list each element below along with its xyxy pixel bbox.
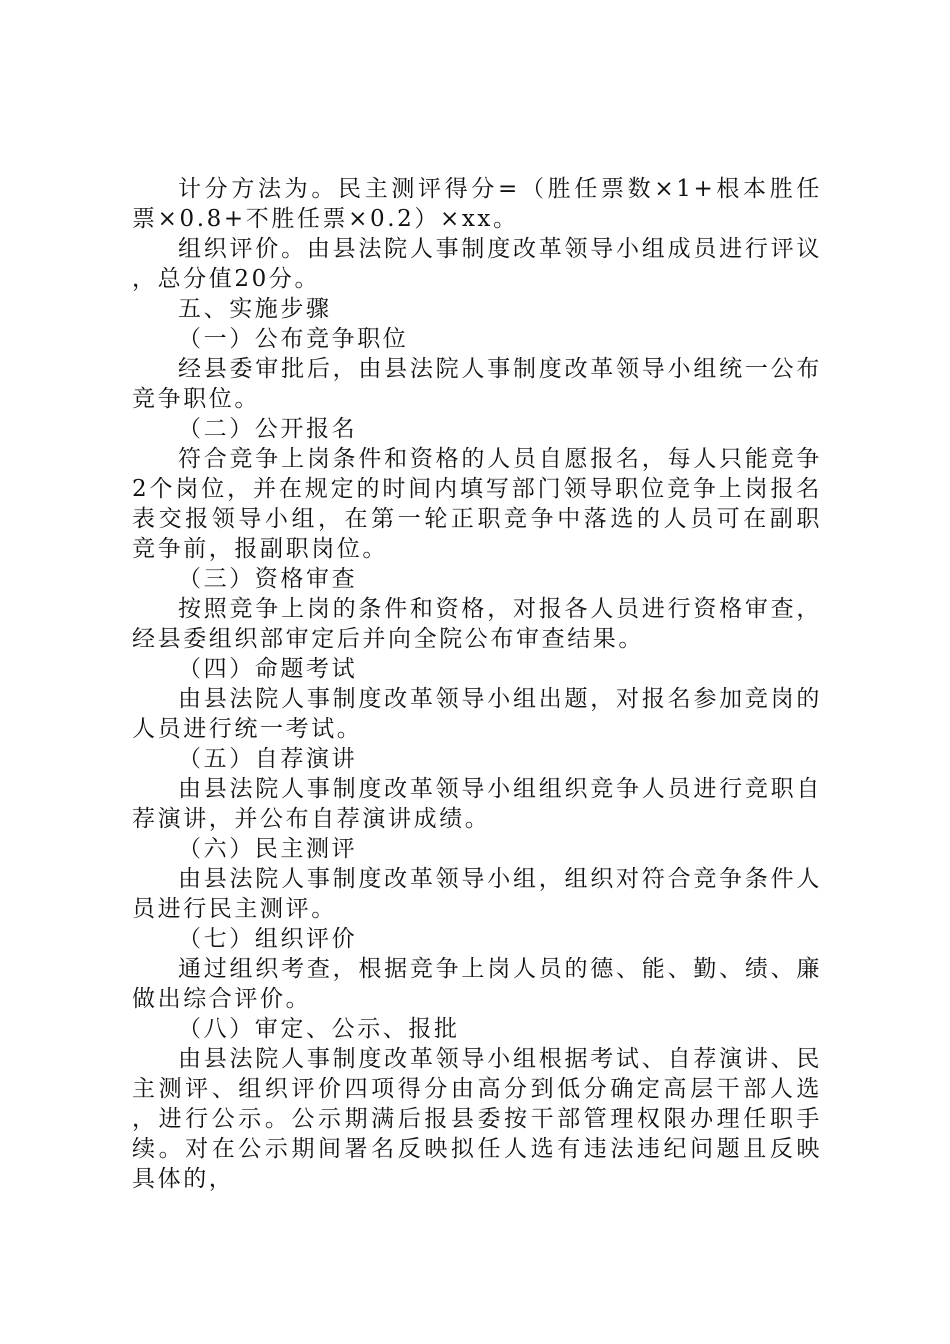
paragraph-step-5: 由县法院人事制度改革领导小组组织竞争人员进行竞职自荐演讲，并公布自荐演讲成绩。	[132, 776, 822, 832]
paragraph-organization-evaluation: 组织评价。由县法院人事制度改革领导小组成员进行评议，总分值20分。	[132, 236, 822, 292]
subheading-step-6: （六）民主测评	[178, 836, 358, 862]
subheading-step-1: （一）公布竞争职位	[178, 326, 409, 352]
document-body	[132, 174, 822, 1194]
paragraph-step-7: 通过组织考查，根据竞争上岗人员的德、能、勤、绩、廉做出综合评价。	[132, 956, 822, 1012]
paragraph-step-6: 由县法院人事制度改革领导小组，组织对符合竞争条件人员进行民主测评。	[132, 866, 822, 922]
paragraph-step-8: 由县法院人事制度改革领导小组根据考试、自荐演讲、民主测评、组织评价四项得分由高分到低分确定高层干部人选，进行公示。公示期满后报县委按干部管理权限办理任职手续。对在公示期间署名反映拟任人选有违法违纪问题且反映具体的，	[132, 1046, 822, 1192]
paragraph-step-4: 由县法院人事制度改革领导小组出题，对报名参加竞岗的人员进行统一考试。	[132, 686, 822, 742]
paragraph-step-1: 经县委审批后，由县法院人事制度改革领导小组统一公布竞争职位。	[132, 356, 822, 412]
subheading-step-2: （二）公开报名	[178, 416, 358, 442]
paragraph-step-2: 符合竞争上岗条件和资格的人员自愿报名，每人只能竞争2个岗位，并在规定的时间内填写部门领导职位竞争上岗报名表交报领导小组，在第一轮正职竞争中落选的人员可在副职竞争前，报副职岗位。	[132, 446, 822, 562]
subheading-step-8: （八）审定、公示、报批	[178, 1016, 460, 1042]
subheading-step-3: （三）资格审查	[178, 566, 358, 592]
paragraph-scoring-method: 计分方法为。民主测评得分=（胜任票数×1+根本胜任票×0.8+不胜任票×0.2）×xx。	[132, 176, 822, 232]
subheading-step-5: （五）自荐演讲	[178, 746, 358, 772]
subheading-step-7: （七）组织评价	[178, 926, 358, 952]
paragraph-step-3: 按照竞争上岗的条件和资格，对报各人员进行资格审查，经县委组织部审定后并向全院公布审查结果。	[132, 596, 822, 652]
section-heading-implementation-steps: 五、实施步骤	[178, 296, 332, 322]
subheading-step-4: （四）命题考试	[178, 656, 358, 682]
